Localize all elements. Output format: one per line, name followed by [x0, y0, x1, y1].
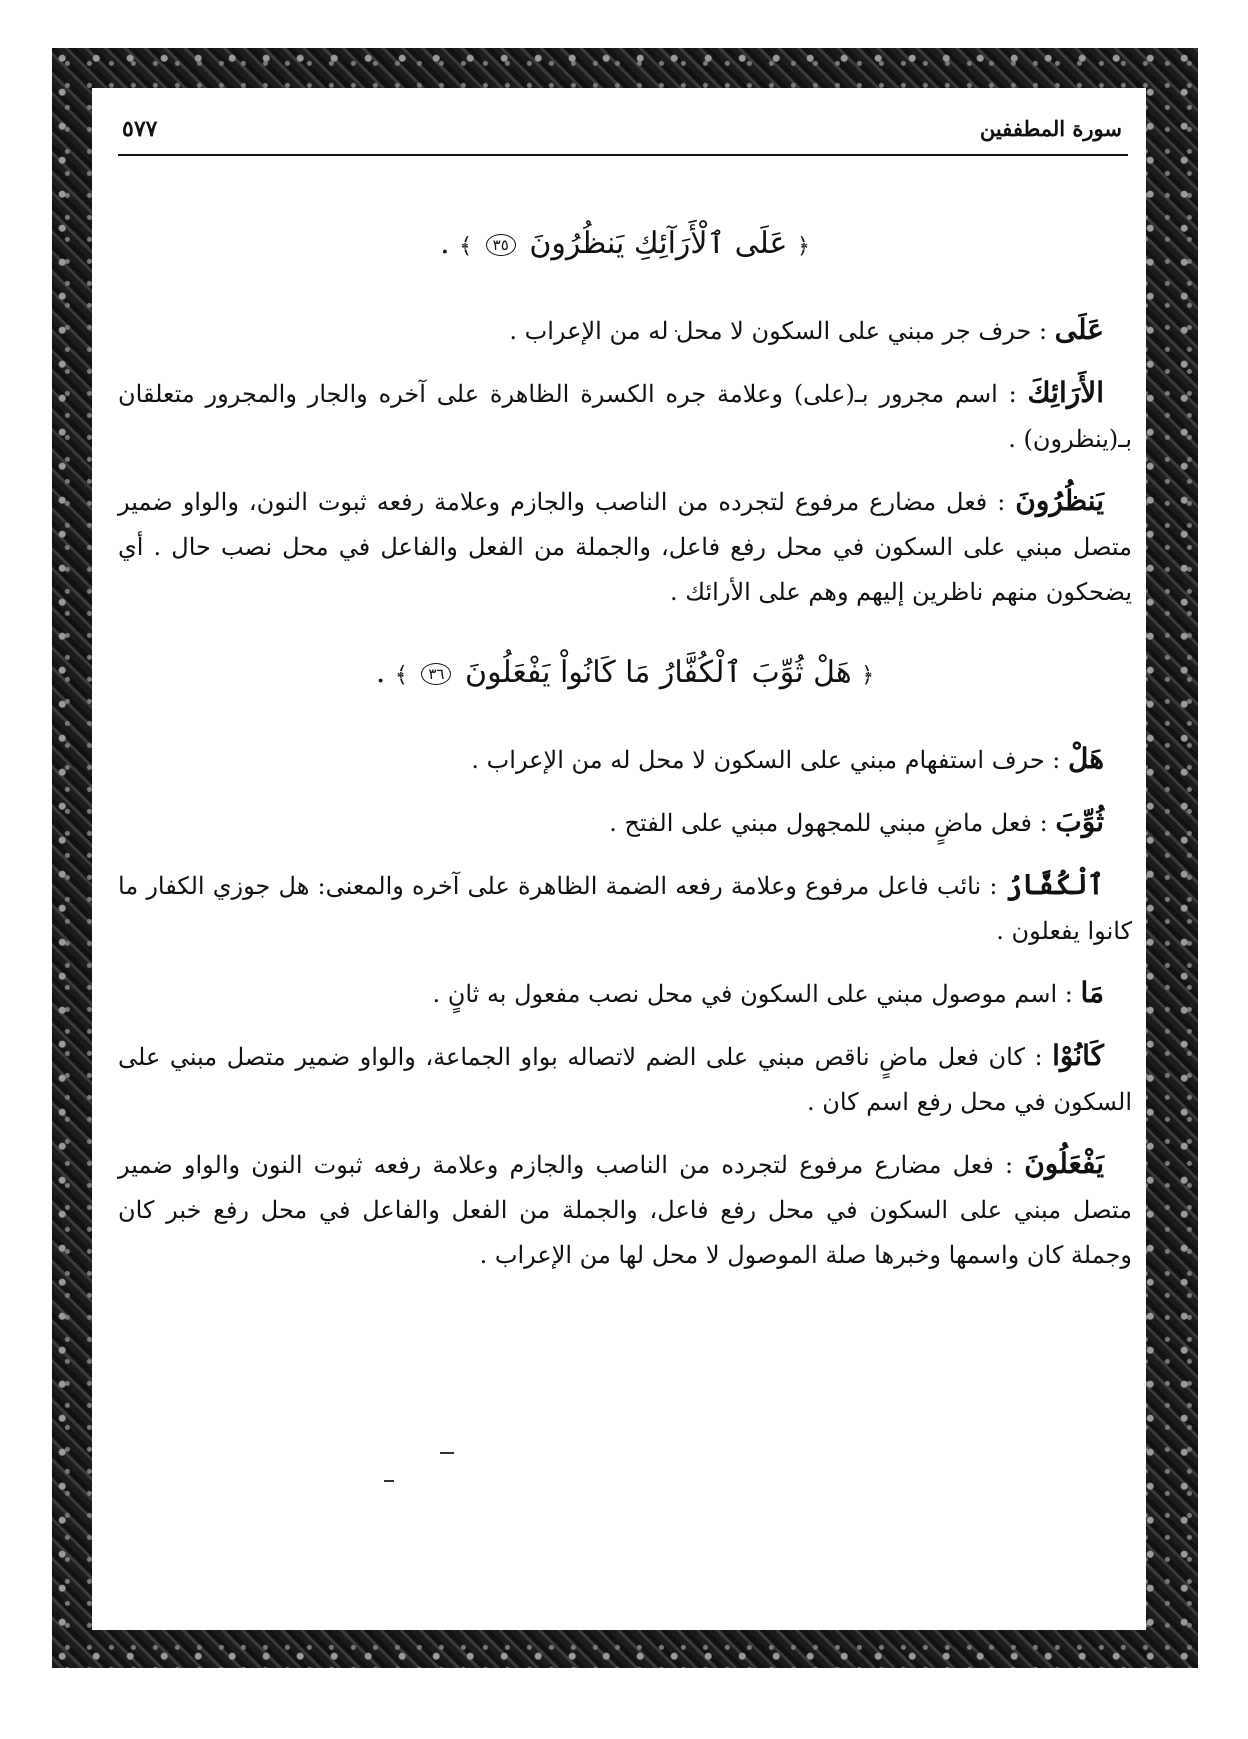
parsing-group-2	[118, 736, 1132, 1278]
parsing-entry: هَلْ : حرف استفهام مبني على السكون لا محل له من الإعراب .	[471, 742, 1104, 775]
parsed-word: عَلَى	[1054, 313, 1104, 346]
parsing-entry: ٱلْكُفَّارُ : نائب فاعل مرفوع وعلامة رفعه الضمة الظاهرة على آخره والمعنى: هل جوزي الكفار ما كانوا يفعلون .	[118, 868, 1132, 945]
parsed-word: ثُوِّبَ	[1055, 805, 1104, 838]
page-body	[118, 220, 1132, 1294]
page-number: ٥٧٧	[122, 116, 158, 142]
parsed-word: ٱلْكُفَّارُ	[1005, 868, 1105, 901]
parsing-entry: كَانُوْا : كان فعل ماضٍ ناقص مبني على الضم لاتصاله بواو الجماعة، والواو ضمير متصل مبني على السكون في محل رفع اسم كان .	[118, 1039, 1132, 1116]
parsing-text: نائب فاعل مرفوع وعلامة رفعه الضمة الظاهرة على آخره والمعنى: هل جوزي الكفار ما كانوا يفعلون .	[118, 872, 1132, 945]
verse-end-dot: .	[440, 226, 450, 261]
parsing-group-1	[118, 307, 1132, 615]
parsing-text: اسم مجرور بـ(على) وعلامة جره الكسرة الظاهرة على آخره والجار والمجرور متعلقان بـ(ينظرون) .	[118, 380, 1132, 453]
parsed-word: يَفْعَلُونَ	[1024, 1147, 1104, 1180]
parsing-entry: ثُوِّبَ : فعل ماضٍ مبني للمجهول مبني على الفتح .	[609, 805, 1104, 838]
verse-close-ornament: ﴾	[459, 234, 473, 259]
page-header	[118, 112, 1128, 156]
parsed-word: كَانُوْا	[1052, 1039, 1105, 1072]
parsing-text: فعل ماضٍ مبني للمجهول مبني على الفتح .	[609, 809, 1033, 837]
parsed-word: هَلْ	[1068, 742, 1104, 775]
verse-open-ornament: ﴿	[797, 234, 810, 259]
print-mark	[384, 1480, 394, 1482]
parsed-word: الأَرَائِكَ	[1027, 376, 1104, 409]
verse-number: ٣٥	[486, 234, 516, 256]
parsed-word: يَنظُرُونَ	[1015, 484, 1105, 517]
parsing-text: حرف استفهام مبني على السكون لا محل له من الإعراب .	[471, 746, 1045, 774]
parsing-entry: الأَرَائِكَ : اسم مجرور بـ(على) وعلامة جره الكسرة الظاهرة على آخره والجار والمجرور متعلقان بـ(ينظرون) .	[118, 376, 1132, 453]
parsed-word: مَا	[1080, 976, 1104, 1009]
verse-end-dot: .	[375, 655, 386, 690]
verse-text: عَلَى ٱلْأَرَآئِكِ يَنظُرُونَ	[529, 226, 788, 261]
parsing-entry: مَا : اسم موصول مبني على السكون في محل نصب مفعول به ثانٍ .	[432, 976, 1104, 1009]
parsing-entry: يَفْعَلُونَ : فعل مضارع مرفوع لتجرده من الناصب والجازم وعلامة رفعه ثبوت النون والواو ضمير متصل مبني على السكون في محل رفع فاعل، والجملة من الفعل والفاعل في محل رفع خبر كان وجملة كان واسمها وخبرها صلة الموصول لا محل لها من الإعراب .	[118, 1147, 1132, 1269]
parsing-text: فعل مضارع مرفوع لتجرده من الناصب والجازم وعلامة رفعه ثبوت النون، والواو ضمير متصل مبني على السكون في محل رفع فاعل، والجملة من الفعل والفاعل في محل نصب حال . أي يضحكون منهم ناظرين إليهم وهم على الأرائك .	[118, 488, 1132, 606]
verse-close-ornament: ﴾	[394, 663, 408, 688]
parsing-text: كان فعل ماضٍ ناقص مبني على الضم لاتصاله بواو الجماعة، والواو ضمير متصل مبني على السكون في محل رفع اسم كان .	[118, 1043, 1132, 1116]
verse-open-ornament: ﴿	[861, 663, 875, 688]
verse-36	[118, 649, 1132, 700]
parsing-text: فعل مضارع مرفوع لتجرده من الناصب والجازم وعلامة رفعه ثبوت النون والواو ضمير متصل مبني على السكون في محل رفع فاعل، والجملة من الفعل والفاعل في محل رفع خبر كان وجملة كان واسمها وخبرها صلة الموصول لا محل لها من الإعراب .	[118, 1151, 1132, 1269]
print-mark	[440, 1452, 454, 1454]
verse-text: هَلْ ثُوِّبَ ٱلْكُفَّارُ مَا كَانُواْ يَفْعَلُونَ	[465, 655, 852, 690]
parsing-entry: عَلَى : حرف جر مبني على السكون لا محل له من الإعراب .	[509, 313, 1104, 346]
verse-number: ٣٦	[421, 663, 451, 685]
parsing-text: حرف جر مبني على السكون لا محل له من الإعراب .	[509, 317, 1032, 345]
verse-35	[118, 220, 1132, 271]
parsing-entry: يَنظُرُونَ : فعل مضارع مرفوع لتجرده من الناصب والجازم وعلامة رفعه ثبوت النون، والواو ضمير متصل مبني على السكون في محل رفع فاعل، والجملة من الفعل والفاعل في محل نصب حال . أي يضحكون منهم ناظرين إليهم وهم على الأرائك .	[118, 484, 1132, 606]
surah-name: سورة المطففين	[979, 116, 1122, 141]
parsing-text: اسم موصول مبني على السكون في محل نصب مفعول به ثانٍ .	[432, 980, 1058, 1008]
